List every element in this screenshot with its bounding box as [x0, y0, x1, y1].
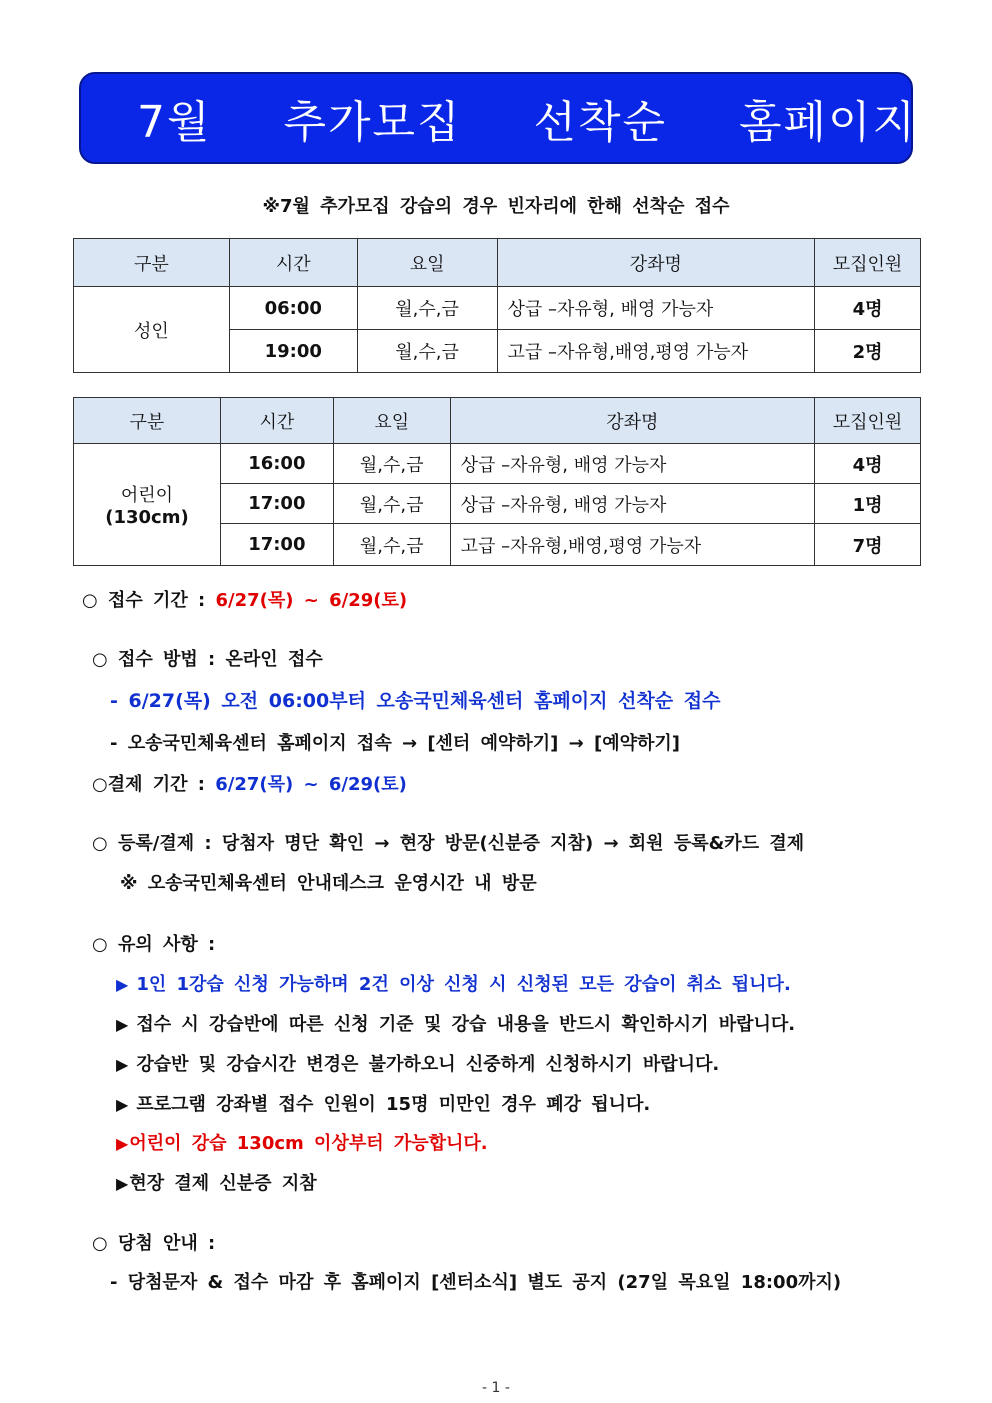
header-course: 강좌명 — [497, 239, 815, 287]
page-title-banner — [79, 72, 917, 164]
time-cell: 16:00 — [220, 444, 333, 484]
notes-label: ○ 유의 사항 : — [92, 934, 216, 955]
triangle-icon: ▶ — [116, 1055, 129, 1074]
header-days: 요일 — [357, 239, 497, 287]
note-item: ▶ 1인 1강습 신청 가능하며 2건 이상 신청 시 신청된 모든 강습이 취소 됩니다. — [116, 974, 791, 995]
triangle-icon: ▶ — [116, 975, 129, 994]
page-title: 7월 추가모집 선착순 홈페이지 — [137, 97, 917, 148]
reception-method-line1: - 6/27(목) 오전 06:00부터 오송국민체육센터 홈페이지 선착순 접수 — [110, 690, 721, 712]
time-cell: 17:00 — [220, 524, 333, 566]
course-cell: 고급 –자유형,배영,평영 가능자 — [497, 330, 815, 373]
days-cell: 월,수,금 — [333, 484, 450, 524]
triangle-icon: ▶ — [116, 1015, 129, 1034]
reception-period-label: ○ 접수 기간 : — [82, 590, 216, 611]
subtitle-note: ※7월 추가모집 강습의 경우 빈자리에 한해 선착순 접수 — [262, 196, 730, 217]
time-cell: 19:00 — [229, 330, 357, 373]
reception-method-label: ○ 접수 방법 : 온라인 접수 — [92, 649, 323, 670]
course-cell: 상급 –자유형, 배영 가능자 — [450, 444, 814, 484]
winner-label: ○ 당첨 안내 : — [92, 1233, 216, 1254]
count-cell: 7명 — [815, 524, 921, 566]
count-cell: 4명 — [815, 444, 921, 484]
child-schedule-table — [73, 397, 921, 566]
header-category: 구분 — [74, 239, 230, 287]
days-cell: 월,수,금 — [357, 287, 497, 330]
category-cell: 성인 — [74, 287, 230, 373]
category-label: 어린이 — [120, 485, 174, 506]
count-cell: 1명 — [815, 484, 921, 524]
registration-line2: ※ 오송국민체육센터 안내데스크 운영시간 내 방문 — [120, 873, 537, 894]
note-item: ▶어린이 강습 130cm 이상부터 가능합니다. — [116, 1133, 488, 1154]
header-count: 모집인원 — [815, 398, 921, 444]
note-item: ▶ 프로그램 강좌별 접수 인원이 15명 미만인 경우 폐강 됩니다. — [116, 1094, 651, 1115]
header-days: 요일 — [333, 398, 450, 444]
payment-period-label: ○결제 기간 : — [92, 774, 216, 795]
triangle-icon: ▶ — [116, 1134, 129, 1153]
course-cell: 고급 –자유형,배영,평영 가능자 — [450, 524, 814, 566]
table-header-row — [74, 398, 921, 444]
header-time: 시간 — [229, 239, 357, 287]
reception-period — [82, 586, 407, 612]
header-time: 시간 — [220, 398, 333, 444]
payment-period — [92, 770, 407, 796]
category-cell — [74, 444, 221, 566]
triangle-icon: ▶ — [116, 1095, 129, 1114]
time-cell: 06:00 — [229, 287, 357, 330]
payment-period-value: 6/27(목) ~ 6/29(토) — [215, 774, 407, 795]
days-cell: 월,수,금 — [357, 330, 497, 373]
days-cell: 월,수,금 — [333, 444, 450, 484]
count-cell: 4명 — [815, 287, 921, 330]
table-row — [74, 287, 921, 330]
reception-period-value: 6/27(목) ~ 6/29(토) — [215, 590, 408, 611]
category-sublabel: (130cm) — [105, 507, 189, 528]
adult-schedule-table — [73, 238, 921, 373]
note-item: ▶ 접수 시 강습반에 따른 신청 기준 및 강습 내용을 반드시 확인하시기 바랍니다. — [116, 1014, 796, 1035]
table-row — [74, 444, 921, 484]
registration-line1: ○ 등록/결제 : 당첨자 명단 확인 → 현장 방문(신분증 지참) → 회원 등록&카드 결제 — [92, 833, 805, 854]
reception-method-line2: - 오송국민체육센터 홈페이지 접속 → [센터 예약하기] → [예약하기] — [110, 733, 680, 754]
page-number: - 1 - — [482, 1380, 510, 1396]
header-category: 구분 — [74, 398, 221, 444]
note-item: ▶현장 결제 신분증 지참 — [116, 1173, 317, 1194]
winner-line1: - 당첨문자 & 접수 마감 후 홈페이지 [센터소식] 별도 공지 (27일 목요일 18:00까지) — [110, 1272, 842, 1293]
course-cell: 상급 –자유형, 배영 가능자 — [497, 287, 815, 330]
note-item: ▶ 강습반 및 강습시간 변경은 불가하오니 신중하게 신청하시기 바랍니다. — [116, 1054, 720, 1075]
time-cell: 17:00 — [220, 484, 333, 524]
days-cell: 월,수,금 — [333, 524, 450, 566]
table-header-row — [74, 239, 921, 287]
count-cell: 2명 — [815, 330, 921, 373]
course-cell: 상급 –자유형, 배영 가능자 — [450, 484, 814, 524]
header-course: 강좌명 — [450, 398, 814, 444]
header-count: 모집인원 — [815, 239, 921, 287]
triangle-icon: ▶ — [116, 1174, 129, 1193]
